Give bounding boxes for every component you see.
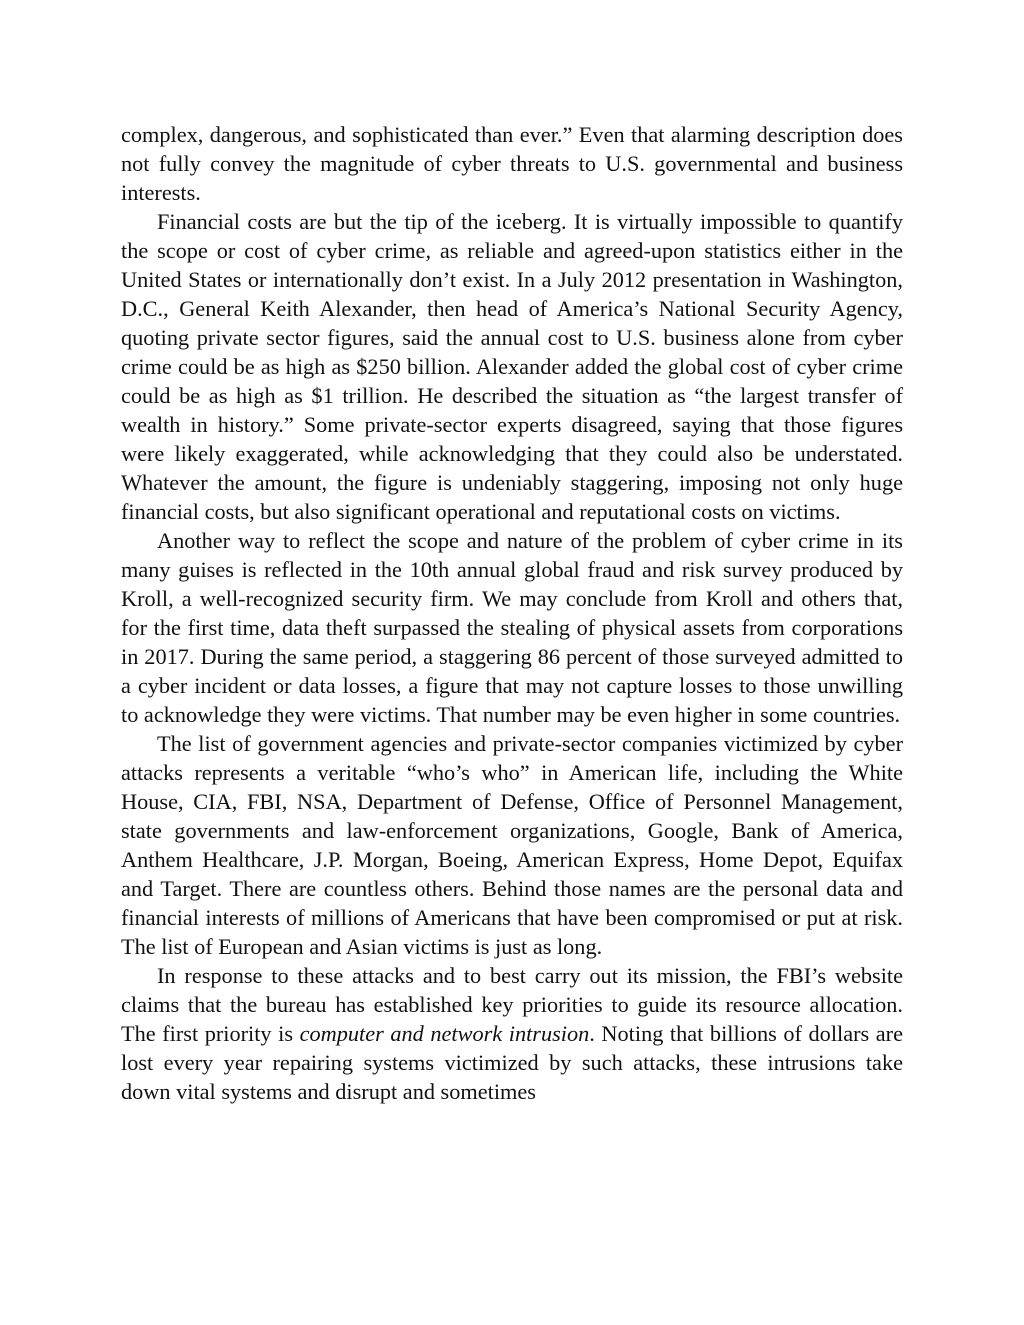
paragraph-4: The list of government agencies and private-sector companies victimized by cyber attacks represents a veritable “who’s who” in American life, including the White House, CIA, FBI, NSA, Department of Defense, Office of Personnel Management, state governments and law-enforcement organizations, Google, Bank of America, Anthem Healthcare, J.P. Morgan, Boeing, American Express, Home Depot, Equifax and Target. There are countless others. Behind those names are the personal data and financial interests of millions of Americans that have been compromised or put at risk. The list of European and Asian victims is just as long. — [121, 731, 903, 959]
paragraph-5-emphasis: computer and network intrusion — [299, 1021, 590, 1046]
paragraph-1: complex, dangerous, and sophisticated than ever.” Even that alarming description does not fully convey the magnitude of cyber threats to U.S. governmental and business interests. — [121, 122, 903, 205]
document-page — [121, 120, 903, 1106]
paragraph-2: Financial costs are but the tip of the iceberg. It is virtually impossible to quantify the scope or cost of cyber crime, as reliable and agreed-upon statistics either in the United States or internationally don’t exist. In a July 2012 presentation in Washington, D.C., General Keith Alexander, then head of America’s National Security Agency, quoting private sector figures, said the annual cost to U.S. business alone from cyber crime could be as high as $250 billion. Alexander added the global cost of cyber crime could be as high as $1 trillion. He described the situation as “the largest transfer of wealth in history.” Some private-sector experts disagreed, saying that those figures were likely exaggerated, while acknowledging that they could also be understated. Whatever the amount, the figure is undeniably staggering, imposing not only huge financial costs, but also significant operational and reputational costs on victims. — [121, 209, 903, 524]
paragraph-3: Another way to reflect the scope and nature of the problem of cyber crime in its many guises is reflected in the 10th annual global fraud and risk survey produced by Kroll, a well-recognized security firm. We may conclude from Kroll and others that, for the first time, data theft surpassed the stealing of physical assets from corporations in 2017. During the same period, a staggering 86 percent of those surveyed admitted to a cyber incident or data losses, a figure that may not capture losses to those unwilling to acknowledge they were victims. That number may be even higher in some countries. — [121, 528, 903, 727]
paragraph-5 — [121, 961, 903, 1106]
paragraph-5-text-after: . Noting that billions of dollars are lost every year repairing systems victimized by such attacks, these intrusions take down vital systems and disrupt and sometimes — [121, 1021, 903, 1104]
paragraph-5-text-before: In response to these attacks and to best carry out its mission, the FBI’s website claims that the bureau has established key priorities to guide its resource allocation. The first priority is — [121, 963, 903, 1046]
